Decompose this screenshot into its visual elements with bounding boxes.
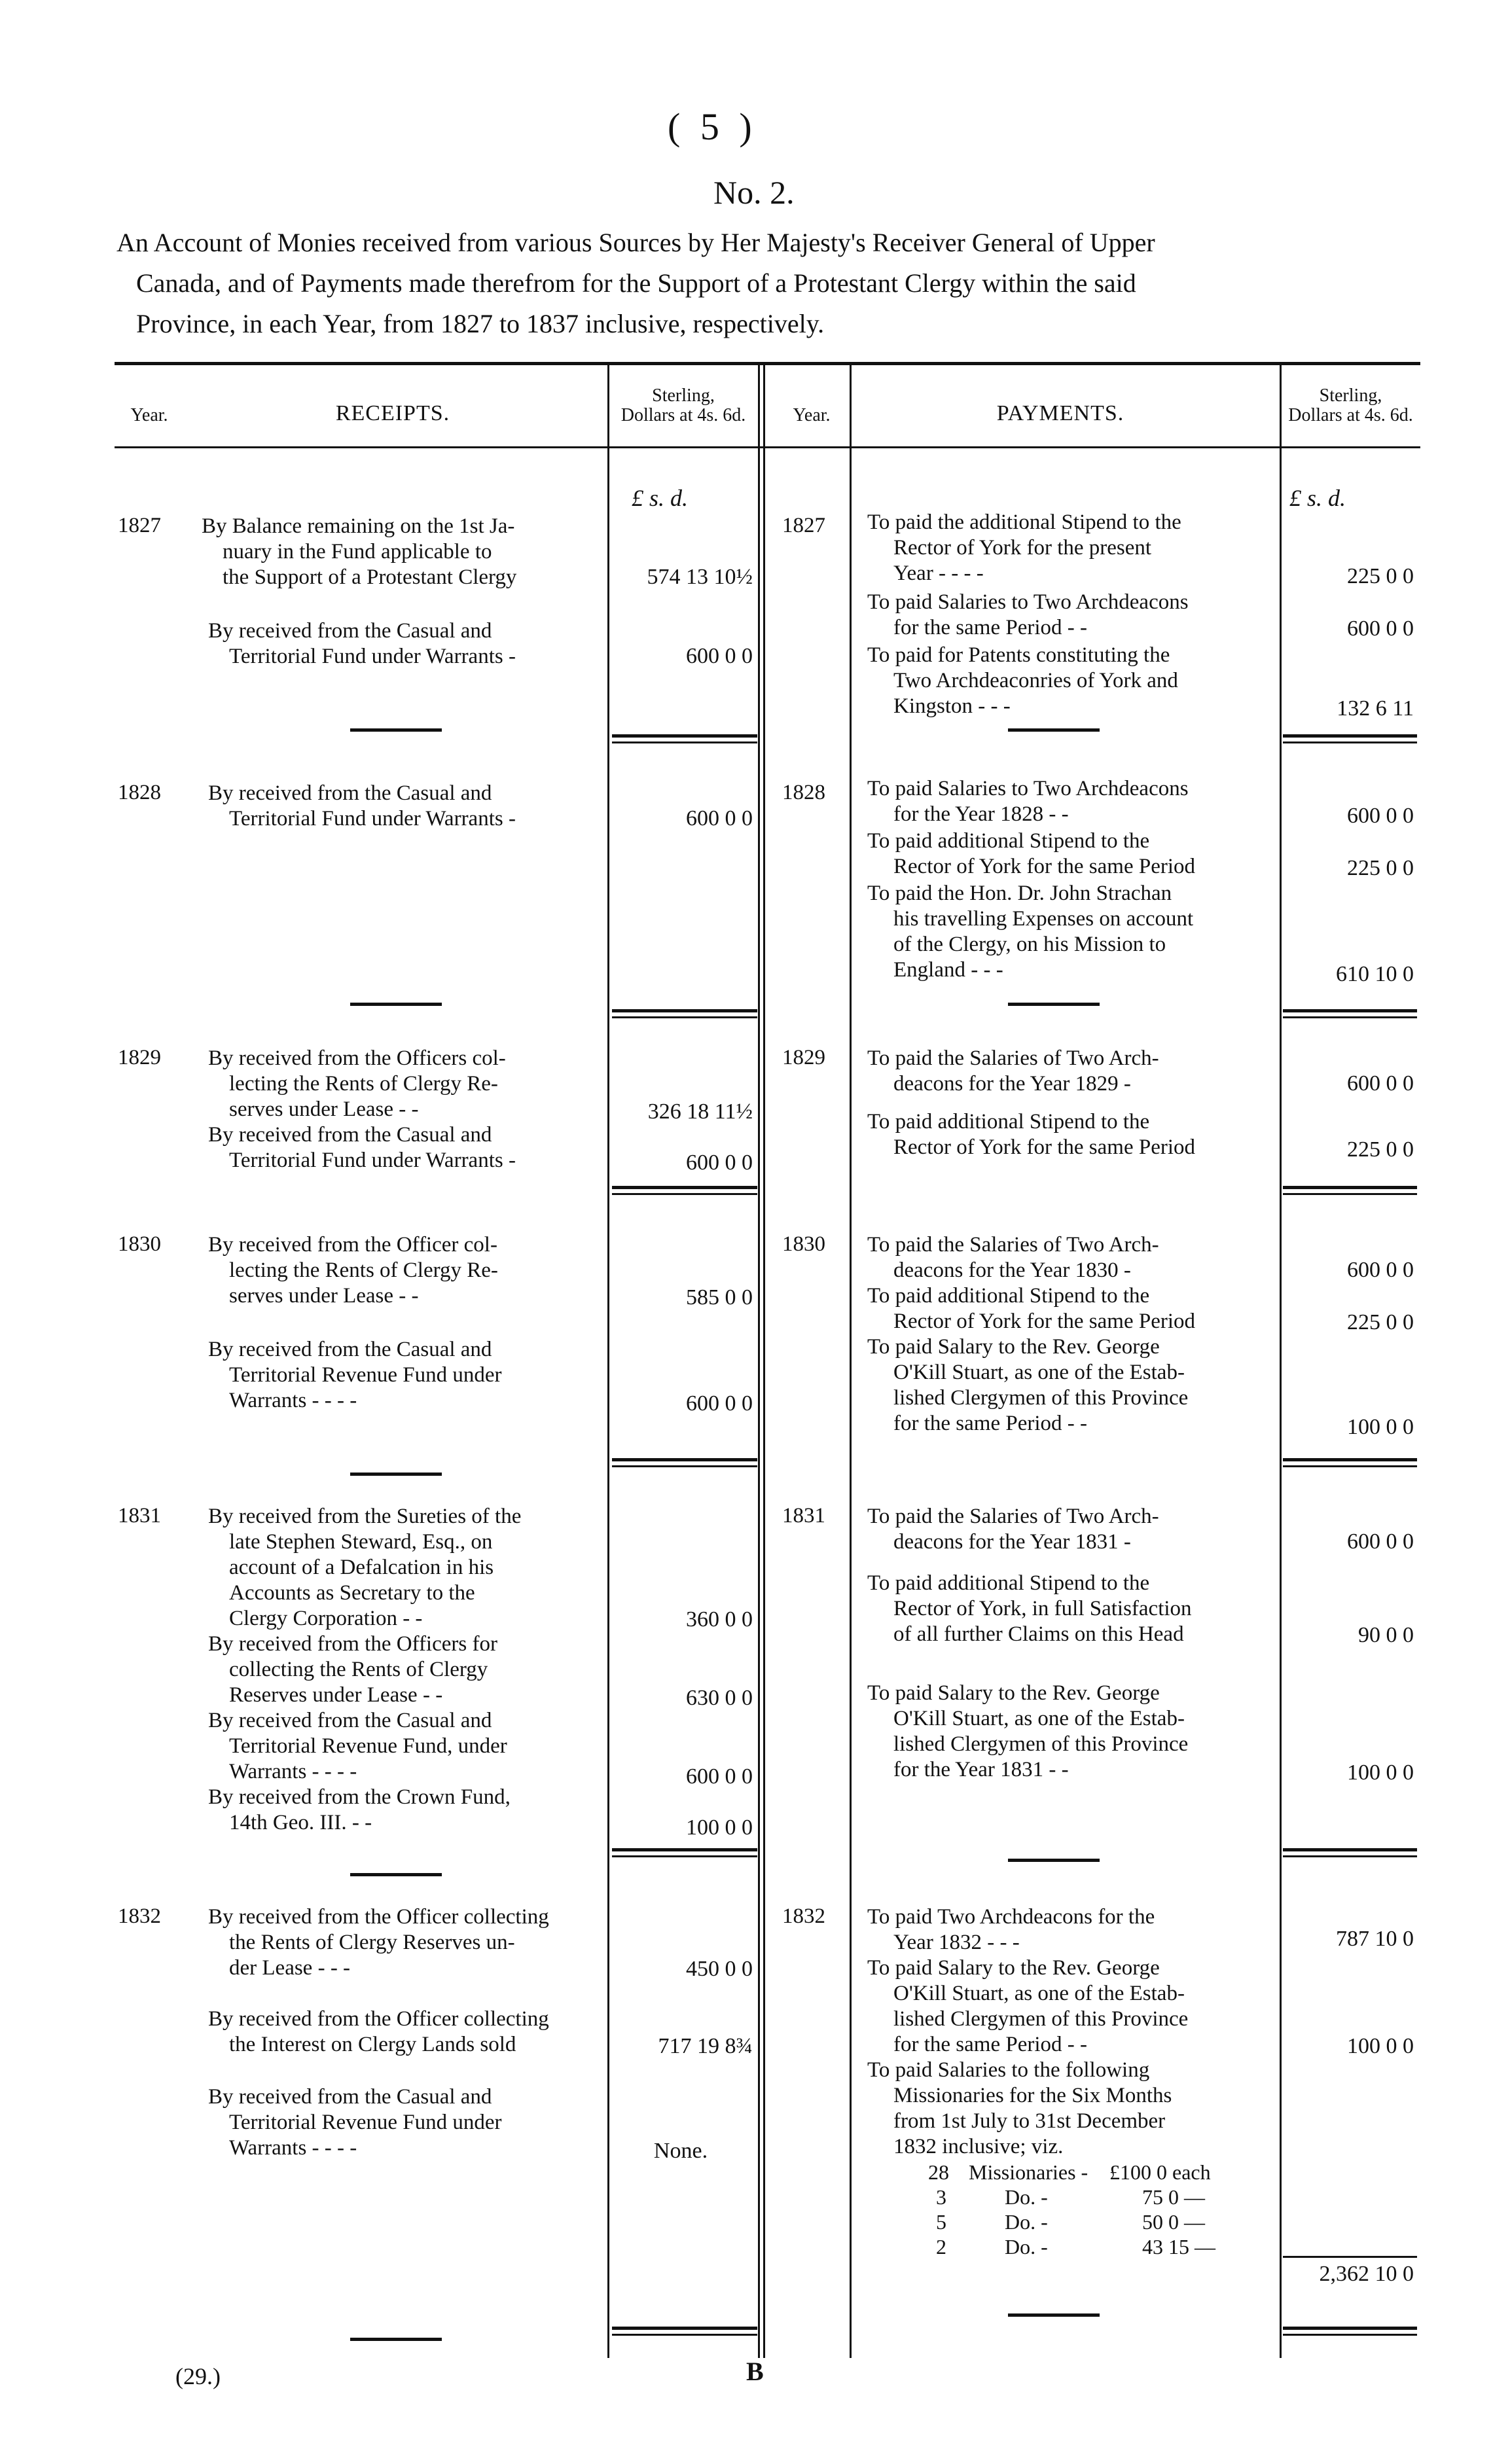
receipt-line: serves under Lease - - (229, 1098, 419, 1121)
receipt-line: 14th Geo. III. - - (229, 1811, 372, 1834)
total-rule-receipts (612, 1193, 757, 1195)
payment-amount: 225 0 0 (1347, 1310, 1414, 1334)
receipt-amount: 600 0 0 (686, 1764, 753, 1789)
receipt-amount: 600 0 0 (686, 1391, 753, 1416)
year-1830: 1830 (118, 1232, 161, 1256)
payment-line: lished Clergymen of this Province (893, 1386, 1189, 1410)
receipt-line: By received from the Sureties of the (208, 1505, 522, 1528)
section-divider (350, 1873, 442, 1876)
receipt-line: By received from the Officers col- (208, 1046, 506, 1070)
total-rule-payments (1283, 1186, 1417, 1189)
total-rule-receipts (612, 2327, 757, 2330)
header-sterling-1 (609, 386, 758, 425)
missionary-count: 5 (936, 2210, 946, 2234)
total-rule-receipts (612, 1186, 757, 1189)
missionary-name: Do. - (1005, 2210, 1048, 2234)
payment-line: Year 1832 - - - (893, 1931, 1020, 1954)
receipt-amount: 600 0 0 (686, 1151, 753, 1175)
payment-line: Rector of York for the same Period (893, 1135, 1196, 1159)
currency-header-payments: £ s. d. (1289, 485, 1346, 511)
payment-amount: 100 0 0 (1347, 2034, 1414, 2058)
header-receipts: RECEIPTS. (335, 401, 450, 425)
total-rule-payments (1283, 1193, 1417, 1195)
col-divider-payments-amount (1280, 362, 1282, 2358)
payment-amount: 600 0 0 (1347, 1529, 1414, 1554)
col-divider-receipts-amount-right (758, 362, 760, 2358)
payment-line: To paid Salary to the Rev. George (867, 1681, 1160, 1705)
payment-line: To paid the additional Stipend to the (867, 510, 1181, 534)
receipt-amount: 326 18 11½ (647, 1099, 753, 1124)
receipt-line: lecting the Rents of Clergy Re- (229, 1072, 498, 1096)
section-divider (350, 728, 442, 732)
receipt-line: By received from the Casual and (208, 2085, 492, 2109)
receipt-line: Reserves under Lease - - (229, 1683, 443, 1707)
receipt-line: By received from the Casual and (208, 781, 492, 805)
receipt-line: nuary in the Fund applicable to (223, 540, 492, 563)
missionary-name: Do. - (1005, 2235, 1048, 2259)
document-number: No. 2. (713, 174, 795, 211)
missionary-name: Do. - (1005, 2185, 1048, 2209)
payment-line: O'Kill Stuart, as one of the Estab- (893, 1982, 1185, 2005)
payment-line: for the same Period - - (893, 1412, 1087, 1435)
section-divider (350, 2338, 442, 2341)
total-rule-payments (1283, 1458, 1417, 1461)
receipt-line: Territorial Revenue Fund under (229, 2111, 502, 2134)
receipt-amount: 600 0 0 (686, 806, 753, 830)
receipt-amount: 574 13 10½ (647, 565, 753, 589)
total-rule-receipts (612, 741, 757, 743)
total-rule-payments (1283, 1465, 1417, 1467)
header-sterling-2 (1281, 386, 1420, 425)
year-1830-payments: 1830 (782, 1232, 825, 1256)
receipt-line: Warrants - - - - (229, 1389, 357, 1412)
payment-line: To paid Salary to the Rev. George (867, 1956, 1160, 1980)
receipt-amount: 600 0 0 (686, 644, 753, 668)
receipt-line: the Rents of Clergy Reserves un- (229, 1931, 515, 1954)
missionary-amount: 75 0 — (1142, 2185, 1205, 2209)
receipt-line: Territorial Fund under Warrants - (229, 807, 516, 830)
payment-line: To paid additional Stipend to the (867, 1571, 1150, 1595)
total-rule-payments (1283, 1855, 1417, 1857)
payment-line: deacons for the Year 1831 - (893, 1530, 1131, 1554)
total-rule-payments (1283, 1848, 1417, 1851)
payment-line: lished Clergymen of this Province (893, 1732, 1189, 1756)
receipt-line: Accounts as Secretary to the (229, 1581, 475, 1605)
year-1827-payments: 1827 (782, 514, 825, 537)
total-rule-receipts (612, 734, 757, 738)
receipt-line: the Interest on Clergy Lands sold (229, 2033, 516, 2056)
year-1829: 1829 (118, 1046, 161, 1069)
missionary-amount: £100 0 each (1109, 2160, 1211, 2184)
payment-amount: 225 0 0 (1347, 564, 1414, 588)
receipt-amount: None. (653, 2139, 708, 2163)
payment-amount: 610 10 0 (1336, 962, 1414, 986)
total-rule-payments (1283, 734, 1417, 738)
receipt-line: Warrants - - - - (229, 2136, 357, 2160)
payment-line: To paid the Hon. Dr. John Strachan (867, 882, 1172, 905)
receipt-line: By received from the Officer collecting (208, 2007, 549, 2031)
year-1829-payments: 1829 (782, 1046, 825, 1069)
receipt-line: account of a Defalcation in his (229, 1556, 494, 1579)
missionary-total: 2,362 10 0 (1319, 2262, 1414, 2286)
page-number: ( 5 ) (668, 105, 757, 148)
subtotal-rule (1283, 2256, 1417, 2258)
payment-amount: 132 6 11 (1337, 696, 1414, 721)
section-divider (350, 1003, 442, 1006)
payment-line: To paid additional Stipend to the (867, 1284, 1150, 1308)
missionary-name: Missionaries - (969, 2160, 1088, 2184)
header-payments: PAYMENTS. (996, 401, 1124, 425)
receipt-amount: 585 0 0 (686, 1285, 753, 1310)
payment-line: for the same Period - - (893, 616, 1087, 639)
payment-line: 1832 inclusive; viz. (893, 2135, 1064, 2158)
payment-line: Rector of York, in full Satisfaction (893, 1597, 1192, 1620)
payment-amount: 787 10 0 (1336, 1927, 1414, 1951)
receipt-line: collecting the Rents of Clergy (229, 1658, 488, 1681)
receipt-amount: 100 0 0 (686, 1815, 753, 1840)
currency-header-receipts: £ s. d. (632, 485, 689, 511)
receipt-line: By received from the Casual and (208, 1123, 492, 1147)
missionary-count: 28 (928, 2160, 949, 2184)
payment-line: To paid Salary to the Rev. George (867, 1335, 1160, 1359)
receipt-line: Warrants - - - - (229, 1760, 357, 1783)
sterling-label: Sterling, (652, 385, 715, 406)
payment-line: To paid Salaries to Two Archdeacons (867, 590, 1189, 614)
missionary-amount: 43 15 — (1142, 2235, 1215, 2259)
payment-line: deacons for the Year 1830 - (893, 1259, 1131, 1282)
total-rule-receipts (612, 1009, 757, 1012)
payment-line: deacons for the Year 1829 - (893, 1072, 1131, 1096)
payment-line: Rector of York for the present (893, 536, 1152, 560)
payment-line: for the same Period - - (893, 2033, 1087, 2056)
total-rule-receipts (612, 1016, 757, 1018)
total-rule-receipts (612, 1848, 757, 1851)
receipt-line: By received from the Casual and (208, 1338, 492, 1361)
footer-number: (29.) (175, 2363, 221, 2389)
receipt-line: By received from the Officer collecting (208, 1905, 549, 1929)
payment-amount: 90 0 0 (1358, 1623, 1414, 1647)
year-1831: 1831 (118, 1504, 161, 1527)
receipt-line: Territorial Revenue Fund under (229, 1363, 502, 1387)
payment-line: Rector of York for the same Period (893, 855, 1196, 878)
missionary-amount: 50 0 — (1142, 2210, 1205, 2234)
payment-line: To paid Salaries to Two Archdeacons (867, 777, 1189, 800)
receipt-amount: 717 19 8¾ (658, 2034, 753, 2058)
payment-amount: 600 0 0 (1347, 1258, 1414, 1282)
year-1827: 1827 (118, 514, 161, 537)
missionary-count: 3 (936, 2185, 946, 2209)
payment-line: Kingston - - - (893, 694, 1011, 718)
receipt-line: By received from the Crown Fund, (208, 1785, 511, 1809)
total-rule-payments (1283, 741, 1417, 743)
col-divider-double (763, 362, 765, 2358)
payment-line: O'Kill Stuart, as one of the Estab- (893, 1707, 1185, 1730)
payment-line: Rector of York for the same Period (893, 1310, 1196, 1333)
receipt-amount: 450 0 0 (686, 1957, 753, 1981)
payment-line: his travelling Expenses on account (893, 907, 1194, 931)
total-rule-receipts (612, 1458, 757, 1461)
payment-amount: 100 0 0 (1347, 1760, 1414, 1785)
section-divider (1008, 728, 1100, 732)
total-rule-payments (1283, 2327, 1417, 2330)
year-1828-payments: 1828 (782, 781, 825, 804)
table-top-rule (115, 362, 1420, 365)
sterling-rate-2: Dollars at 4s. 6d. (1288, 405, 1413, 425)
table-header-rule (115, 446, 1420, 448)
receipt-amount: 360 0 0 (686, 1607, 753, 1632)
receipt-line: lecting the Rents of Clergy Re- (229, 1259, 498, 1282)
total-rule-payments (1283, 1016, 1417, 1018)
payment-line: O'Kill Stuart, as one of the Estab- (893, 1361, 1185, 1384)
payment-line: for the Year 1831 - - (893, 1758, 1069, 1781)
payment-line: To paid Two Archdeacons for the (867, 1905, 1155, 1929)
payment-line: lished Clergymen of this Province (893, 2007, 1189, 2031)
total-rule-receipts (612, 1465, 757, 1467)
payment-line: for the Year 1828 - - (893, 802, 1069, 826)
year-1828: 1828 (118, 781, 161, 804)
section-divider (1008, 1859, 1100, 1862)
total-rule-receipts (612, 2334, 757, 2336)
payment-line: To paid additional Stipend to the (867, 829, 1150, 853)
payment-line: Missionaries for the Six Months (893, 2084, 1172, 2107)
payment-amount: 600 0 0 (1347, 1071, 1414, 1096)
receipt-line: By received from the Officers for (208, 1632, 497, 1656)
payment-line: Year - - - - (893, 562, 984, 585)
payment-line: To paid the Salaries of Two Arch- (867, 1233, 1159, 1257)
receipt-line: serves under Lease - - (229, 1284, 419, 1308)
missionary-count: 2 (936, 2235, 946, 2259)
payment-line: England - - - (893, 958, 1003, 982)
payment-amount: 100 0 0 (1347, 1415, 1414, 1439)
account-title (117, 223, 1419, 344)
payment-line: of all further Claims on this Head (893, 1622, 1184, 1646)
year-1832: 1832 (118, 1904, 161, 1928)
section-divider (1008, 2313, 1100, 2317)
receipt-line: late Stephen Steward, Esq., on (229, 1530, 493, 1554)
payment-amount: 225 0 0 (1347, 1137, 1414, 1162)
receipt-line: Territorial Revenue Fund, under (229, 1734, 507, 1758)
payment-line: Two Archdeaconries of York and (893, 669, 1178, 692)
section-divider (350, 1473, 442, 1476)
header-year: Year. (130, 405, 168, 425)
title-line-2: Canada, and of Payments made therefrom for the Support of a Protestant Clergy within the said (136, 268, 1136, 298)
sterling-rate: Dollars at 4s. 6d. (620, 405, 746, 425)
col-divider-year2 (850, 362, 852, 2358)
payment-line: To paid the Salaries of Two Arch- (867, 1505, 1159, 1528)
receipt-line: By received from the Casual and (208, 1709, 492, 1732)
title-line-1: An Account of Monies received from various Sources by Her Majesty's Receiver General of Upper (117, 228, 1155, 257)
receipt-line: Territorial Fund under Warrants - (229, 645, 516, 668)
payment-amount: 600 0 0 (1347, 804, 1414, 828)
receipt-line: By received from the Officer col- (208, 1233, 497, 1257)
payment-line: To paid additional Stipend to the (867, 1110, 1150, 1134)
receipt-line: By received from the Casual and (208, 619, 492, 643)
payment-amount: 225 0 0 (1347, 856, 1414, 880)
receipt-amount: 630 0 0 (686, 1686, 753, 1710)
payment-amount: 600 0 0 (1347, 616, 1414, 641)
payment-line: To paid for Patents constituting the (867, 643, 1170, 667)
payment-line: To paid Salaries to the following (867, 2058, 1150, 2082)
year-1832-payments: 1832 (782, 1904, 825, 1928)
payment-line: from 1st July to 31st December (893, 2109, 1166, 2133)
section-divider (1008, 1003, 1100, 1006)
receipt-line: Territorial Fund under Warrants - (229, 1149, 516, 1172)
receipt-line: Clergy Corporation - - (229, 1607, 423, 1630)
sterling-label-2: Sterling, (1319, 385, 1382, 406)
year-1831-payments: 1831 (782, 1504, 825, 1527)
total-rule-payments (1283, 2334, 1417, 2336)
receipt-line: der Lease - - - (229, 1956, 351, 1980)
payment-line: of the Clergy, on his Mission to (893, 933, 1166, 956)
payment-line: To paid the Salaries of Two Arch- (867, 1046, 1159, 1070)
title-line-3: Province, in each Year, from 1827 to 1837 inclusive, respectively. (136, 309, 825, 338)
receipt-line: By Balance remaining on the 1st Ja- (202, 514, 515, 538)
total-rule-receipts (612, 1855, 757, 1857)
receipt-line: the Support of a Protestant Clergy (223, 565, 517, 589)
header-year-2: Year. (793, 405, 831, 425)
signature-mark: B (746, 2357, 764, 2386)
total-rule-payments (1283, 1009, 1417, 1012)
